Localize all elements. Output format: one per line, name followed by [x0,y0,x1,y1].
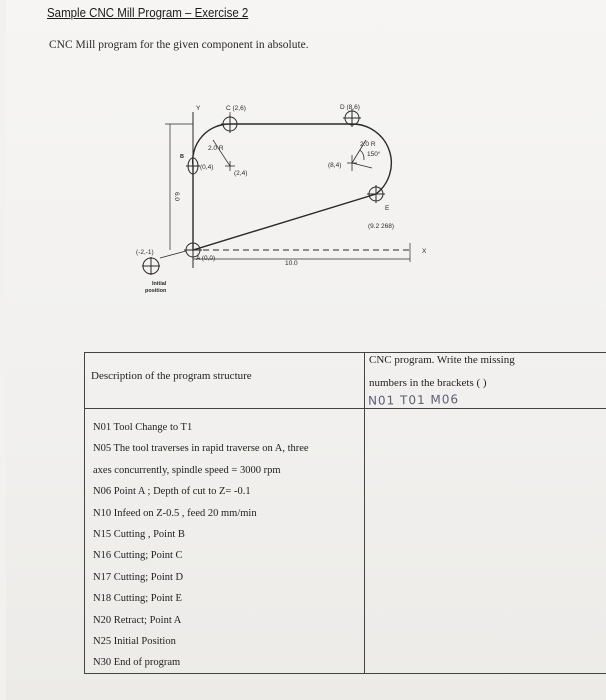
list-item: N16 Cutting; Point C [93,550,183,562]
header-program-line2: numbers in the brackets ( ) [369,377,487,389]
point-e-coord: (9.2 268) [368,223,395,230]
list-item: N25 Initial Position [93,636,176,648]
description-list [93,417,309,674]
column-divider [364,353,365,673]
x-dimension-label: 10.0 [285,260,298,267]
list-item: N05 The tool traverses in rapid traverse on A, three [93,443,309,455]
angle-label: 150° [367,151,381,158]
page-title: Sample CNC Mill Program – Exercise 2 [47,6,249,20]
point-c-label: C (2,6) [226,105,246,112]
radius-left-leader [213,140,230,166]
list-item: N17 Cutting; Point D [93,571,184,583]
handwritten-answer: N01 T01 M06 [367,392,460,408]
point-c-marker [221,115,239,133]
y-axis-label: Y [196,105,201,112]
program-table [84,352,606,674]
point-b-coord: (0,4) [200,164,214,171]
list-item: N15 Cutting , Point B [93,529,185,541]
initial-label: Initial [152,281,167,287]
radius-right-label: 2.0 R [360,141,376,148]
component-drawing [0,0,606,345]
point-a-label: A (0,0) [196,255,216,262]
list-item: N18 Cutting; Point E [93,593,182,605]
list-item: N06 Point A ; Depth of cut to Z= -0.1 [93,486,251,498]
list-item: N10 Infeed on Z-0.5 , feed 20 mm/min [93,507,257,519]
point-d-label: D (8,6) [340,104,360,111]
list-item: N20 Retract; Point A [93,614,182,626]
initial-coord-label: (-2,-1) [136,249,154,256]
list-item: axes concurrently, spindle speed = 3000 rpm [93,464,281,476]
x-axis-label: X [422,248,427,255]
list-item: N30 End of program [93,657,181,669]
page-subtitle: CNC Mill program for the given component in absolute. [49,39,309,51]
header-program-line1: CNC program. Write the missing [369,354,515,366]
center-left-label: (2,4) [234,170,248,177]
center-right-label: (8,4) [328,162,342,169]
position-label: position [145,288,167,294]
list-item: N01 Tool Change to T1 [93,422,193,433]
y-dimension-label: 6.0 [173,192,180,202]
point-b-label: B [180,154,184,160]
header-divider [85,408,606,409]
point-e-label: E [385,205,390,212]
point-b-marker [186,156,200,176]
radius-left-label: 2.0 R [208,145,224,152]
header-description: Description of the program structure [91,370,252,382]
